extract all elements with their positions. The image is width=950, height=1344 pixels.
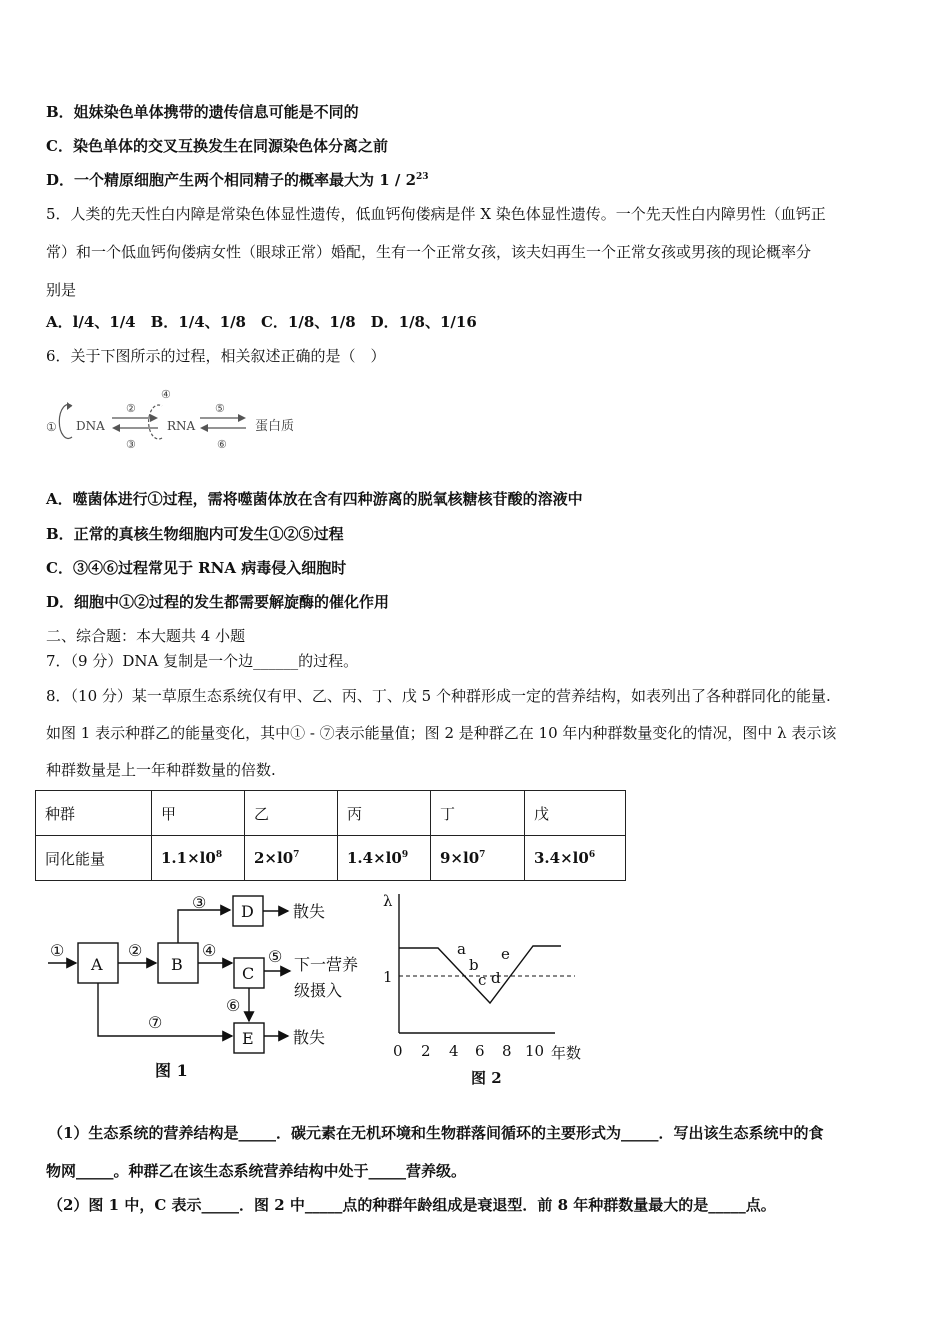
figure-1-caption: 图 1 — [155, 1061, 188, 1080]
x-tick-8: 8 — [502, 1042, 512, 1060]
box-d-label: D — [241, 902, 254, 921]
box-b-label: B — [171, 955, 183, 974]
q8-sub1-line2: 物网_____。种群乙在该生态系统营养结构中处于_____营养级。 — [46, 1162, 467, 1180]
q8-stem-line3: 种群数量是上一年种群数量的倍数. — [46, 761, 276, 779]
q6-option-c: C．③④⑥过程常见于 RNA 病毒侵入细胞时 — [46, 559, 347, 577]
lambda-chart — [375, 888, 605, 1093]
q6-stem: 6．关于下图所示的过程，相关叙述正确的是（ ） — [46, 347, 386, 365]
loss-1-label: 散失 — [293, 902, 326, 921]
energy-7-label: ⑦ — [148, 1013, 163, 1032]
figure-2-caption: 图 2 — [471, 1069, 502, 1087]
q6-option-a: A．噬菌体进行①过程，需将噬菌体放在含有四种游离的脱氧核糖核苷酸的溶液中 — [46, 490, 583, 508]
section-2-heading: 二、综合题：本大题共 4 小题 — [46, 627, 246, 645]
q4-option-b: B．姐妹染色单体携带的遗传信息可能是不同的 — [46, 103, 359, 121]
y-axis-label: λ — [383, 892, 393, 910]
energy-5-label: ⑤ — [268, 947, 283, 966]
q5-stem-line1: 5．人类的先天性白内障是常染色体显性遗传，低血钙佝偻病是伴 X 染色体显性遗传。一个先天性白内障男性（血钙正 — [46, 205, 826, 223]
rna-label: RNA — [167, 419, 196, 433]
table-cell: $3.4\times l0^6$ — [525, 836, 626, 881]
table-header-cell: 丙 — [338, 791, 431, 836]
table-cell: $2\times l0^7$ — [245, 836, 338, 881]
table-header-cell: 甲 — [152, 791, 245, 836]
q5-options: A．l/4、1/4 B．1/4、1/8 C．1/8、1/8 D．1/8、1/16 — [46, 313, 477, 331]
next-level-label-2: 级摄入 — [294, 981, 343, 1000]
energy-4-label: ④ — [202, 941, 217, 960]
q6-option-d: D．细胞中①②过程的发生都需要解旋酶的催化作用 — [46, 593, 390, 611]
energy-1-label: ① — [50, 941, 65, 960]
x-tick-6: 6 — [475, 1042, 485, 1060]
central-dogma-diagram — [40, 384, 320, 454]
loss-2-label: 散失 — [293, 1028, 326, 1047]
replication-loop-arrow — [59, 405, 72, 439]
x-axis-label: 年数 — [551, 1044, 582, 1062]
process-6-label: ⑥ — [217, 438, 227, 451]
energy-3-label: ③ — [192, 893, 207, 912]
table-cell: $9\times l0^7$ — [431, 836, 525, 881]
q8-stem-line1: 8．（10 分）某一草原生态系统仅有甲、乙、丙、丁、戊 5 个种群形成一定的营养结构，如表列出了各种群同化的能量. — [46, 687, 831, 705]
q5-stem-line2: 常）和一个低血钙佝偻病女性（眼球正常）婚配，生有一个正常女孩，该夫妇再生一个正常女孩或男孩的现论概率分 — [46, 243, 812, 261]
table-row — [36, 836, 626, 881]
box-e-label: E — [242, 1029, 254, 1048]
q6-option-b: B．正常的真核生物细胞内可发生①②⑤过程 — [46, 525, 344, 543]
box-c-label: C — [242, 964, 255, 983]
point-b-label: b — [469, 956, 479, 974]
process-1-label: ① — [46, 420, 57, 434]
energy-table — [35, 790, 626, 881]
x-tick-10: 10 — [525, 1042, 545, 1060]
table-header-cell: 乙 — [245, 791, 338, 836]
table-row-label: 同化能量 — [36, 836, 152, 881]
box-a-label: A — [91, 955, 103, 974]
point-e-label: e — [501, 945, 510, 963]
rna-replication-loop-arrow — [149, 405, 162, 439]
energy-2-label: ② — [128, 941, 143, 960]
q8-sub1-line1: （1）生态系统的营养结构是_____．碳元素在无机环境和生物群落间循环的主要形式为_____．写出该生态系统中的食 — [48, 1124, 824, 1142]
y-tick-1: 1 — [383, 968, 393, 986]
point-c-label: c — [478, 971, 487, 989]
q4-option-c: C．染色单体的交叉互换发生在同源染色体分离之前 — [46, 137, 388, 155]
table-header-cell: 戊 — [525, 791, 626, 836]
q4-option-d: D．一个精原细胞产生两个相同精子的概率最大为 $1 / 2^{23}$ — [46, 171, 429, 189]
q8-stem-line2: 如图 1 表示种群乙的能量变化，其中① - ⑦表示能量值；图 2 是种群乙在 10 年内种群数量变化的情况，图中 λ 表示该 — [46, 724, 837, 742]
x-tick-2: 2 — [421, 1042, 431, 1060]
table-cell: $1.4\times l0^9$ — [338, 836, 431, 881]
q8-sub2: （2）图 1 中，C 表示_____．图 2 中_____点的种群年龄组成是衰退型．前 8 年种群数量最大的是_____点。 — [48, 1196, 776, 1214]
next-level-label-1: 下一营养 — [294, 955, 359, 974]
process-3-label: ③ — [126, 438, 136, 451]
x-tick-0: 0 — [393, 1042, 403, 1060]
q5-stem-line3: 别是 — [46, 281, 77, 299]
point-d-label: d — [491, 969, 501, 987]
table-header-row — [36, 791, 626, 836]
table-header-cell: 种群 — [36, 791, 152, 836]
energy-6-label: ⑥ — [226, 996, 241, 1015]
dna-label: DNA — [76, 419, 105, 433]
energy-flow-figure — [40, 888, 380, 1088]
protein-label: 蛋白质 — [255, 419, 295, 434]
process-5-label: ⑤ — [215, 402, 225, 415]
x-tick-4: 4 — [449, 1042, 459, 1060]
table-cell: $1.1\times l0^8$ — [152, 836, 245, 881]
table-header-cell: 丁 — [431, 791, 525, 836]
point-a-label: a — [457, 940, 466, 958]
q7-stem: 7．（9 分）DNA 复制是一个边______的过程。 — [46, 652, 359, 670]
process-4-label: ④ — [161, 388, 171, 401]
process-2-label: ② — [126, 402, 136, 415]
